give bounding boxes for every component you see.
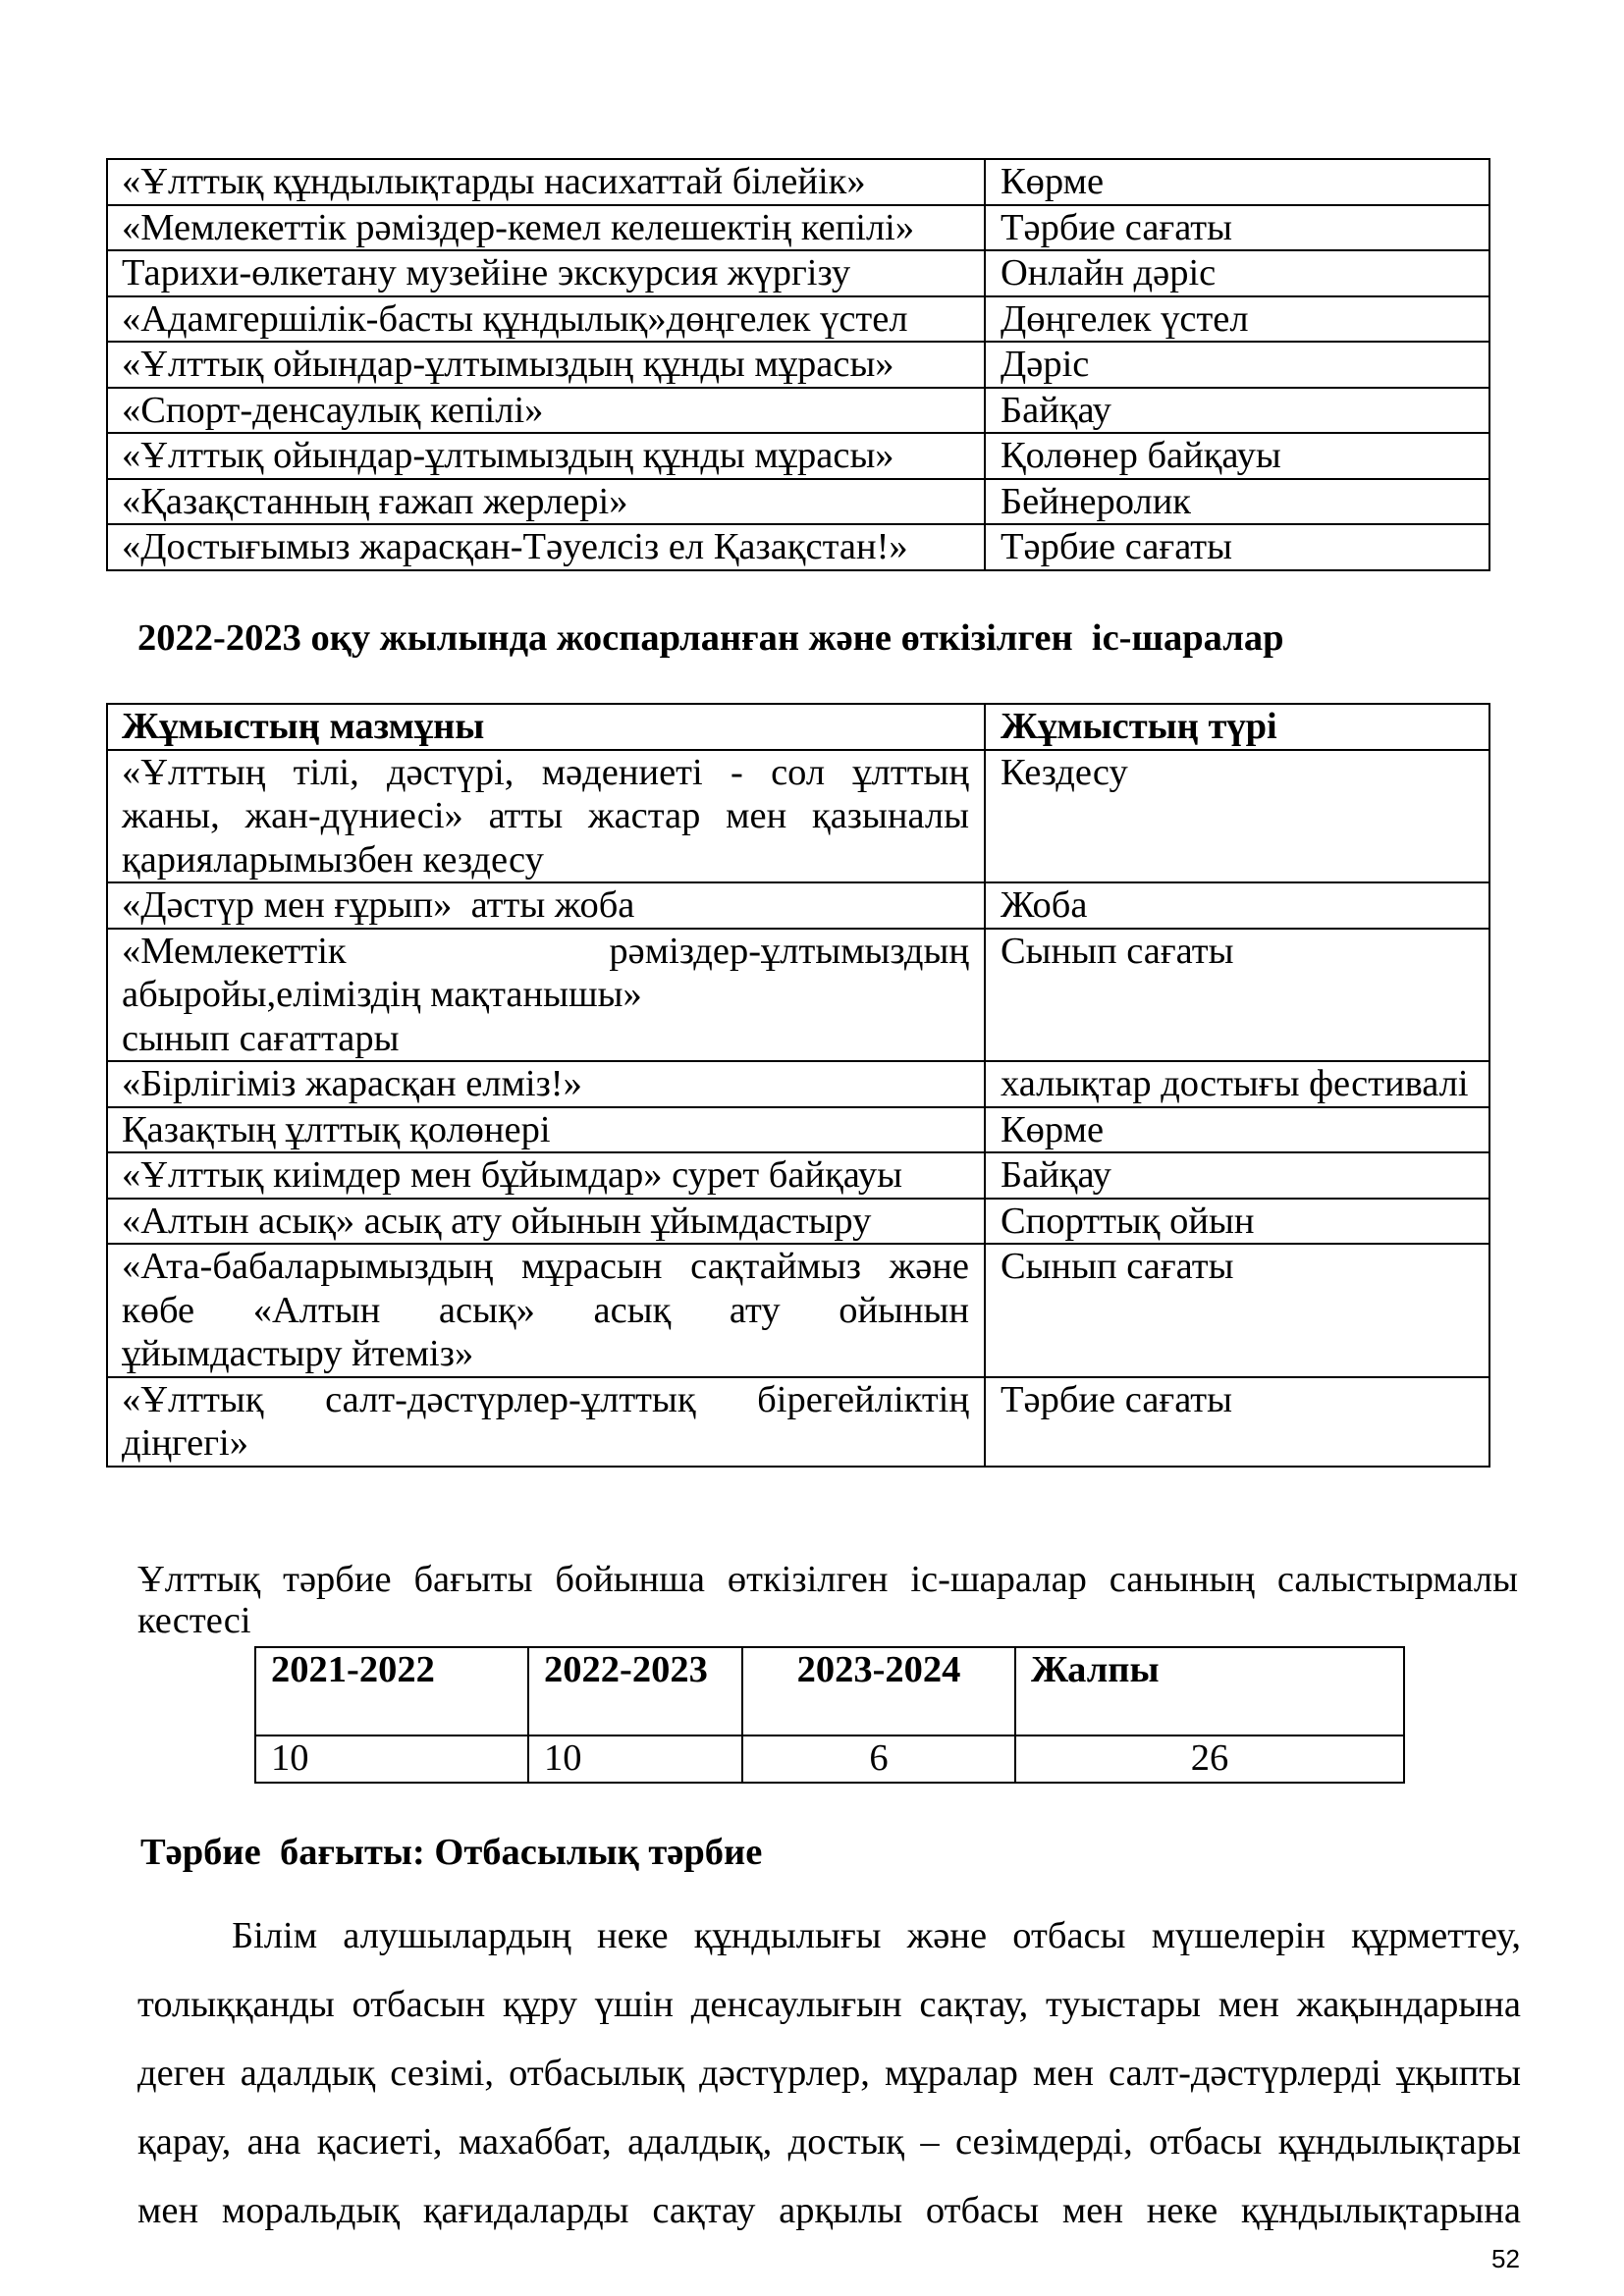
activity-title: Тарихи-өлкетану музейіне экскурсия жүргізу: [122, 252, 851, 294]
activity-title: «Ұлттық ойындар-ұлтымыздың құнды мұрасы»: [122, 344, 894, 385]
table-row: [107, 1152, 1489, 1199]
family-paragraph: [137, 1901, 1521, 2245]
table-row: [107, 1199, 1489, 1245]
table-row: [107, 388, 1489, 434]
type-cell: [985, 1377, 1489, 1467]
type-cell: [985, 1244, 1489, 1377]
column-header-content: [107, 704, 985, 750]
activity-type: Жоба: [1001, 884, 1088, 926]
caption-line: кестесі: [137, 1600, 251, 1641]
type-cell: [985, 1061, 1489, 1107]
section-heading-family: Тәрбие бағыты: Отбасылық тәрбие: [140, 1832, 763, 1873]
caption-line: Ұлттық тәрбие бағыты бойынша өткізілген іс-шаралар санының салыстырмалы: [137, 1559, 1518, 1600]
content-cell: [107, 1061, 985, 1107]
table-row: [107, 296, 1489, 343]
table-row: [107, 250, 1489, 296]
activity-title: «Спорт-денсаулық кепілі»: [122, 389, 544, 431]
table-row: [107, 1244, 1489, 1377]
table-header-row: [107, 704, 1489, 750]
type-cell: [985, 342, 1489, 388]
type-cell: [985, 1107, 1489, 1153]
type-cell: [985, 159, 1489, 205]
content-cell: [107, 1199, 985, 1245]
activity-title: «Қазақстанның ғажап жерлері»: [122, 480, 628, 522]
activity-type: Қолөнер байқауы: [1001, 435, 1281, 476]
type-cell: [985, 433, 1489, 479]
content-cell: [107, 342, 985, 388]
activity-type: Тәрбие сағаты: [1001, 526, 1232, 567]
activity-type: Онлайн дәріс: [1001, 252, 1217, 294]
content-line: «Ұлттық салт-дәстүрлер-ұлттық бірегейліктің: [122, 1378, 969, 1420]
paragraph-line: қарау, ана қасиеті, махаббат, адалдық, достық – сезімдерді, отбасы құндылықтары: [137, 2121, 1521, 2163]
content-cell: [107, 205, 985, 251]
table-row: [107, 342, 1489, 388]
comparison-caption: [137, 1559, 1518, 1641]
content-cell: [107, 1244, 985, 1377]
table-row: [255, 1735, 1404, 1783]
type-cell: [985, 750, 1489, 883]
count-cell: 6: [742, 1735, 1015, 1783]
table-row: [107, 1377, 1489, 1467]
table-header-row: [255, 1647, 1404, 1735]
content-cell: [107, 750, 985, 883]
activity-type: Спорттық ойын: [1001, 1200, 1255, 1242]
activity-type: Көрме: [1001, 1108, 1105, 1150]
table-row: [107, 750, 1489, 883]
content-cell: [107, 1107, 985, 1153]
table-row: [107, 1107, 1489, 1153]
paragraph-line: Білім алушылардың неке құндылығы және отбасы мүшелерін құрметтеу,: [232, 1915, 1521, 1956]
table-row: [107, 205, 1489, 251]
type-cell: [985, 1152, 1489, 1199]
content-cell: [107, 250, 985, 296]
activity-title: «Ұлттық ойындар-ұлтымыздың құнды мұрасы»: [122, 435, 894, 476]
table-row: [107, 433, 1489, 479]
content-line: «Ұлттық киімдер мен бұйымдар» сурет байқауы: [122, 1154, 903, 1196]
activity-type: Тәрбие сағаты: [1001, 1378, 1232, 1420]
type-cell: [985, 524, 1489, 570]
type-cell: [985, 929, 1489, 1062]
type-cell: [985, 250, 1489, 296]
content-line: «Дәстүр мен ғұрып» атты жоба: [122, 884, 635, 926]
content-cell: [107, 296, 985, 343]
activity-type: халықтар достығы фестивалі: [1001, 1063, 1469, 1104]
content-line: «Ұлттың тілі, дәстүрі, мәдениеті - сол ұлттың: [122, 751, 969, 793]
activity-type: Дәріс: [1001, 344, 1090, 385]
paragraph-line: деген адалдық сезімі, отбасылық дәстүрлер, мұралар мен салт-дәстүрлерді ұқыпты: [137, 2053, 1521, 2094]
activity-type: Сынып сағаты: [1001, 1246, 1234, 1287]
activities-table-2022-2023: [106, 703, 1490, 1468]
year-header: 2022-2023: [528, 1647, 742, 1735]
type-cell: [985, 479, 1489, 525]
type-cell: [985, 388, 1489, 434]
year-header: 2021-2022: [255, 1647, 528, 1735]
year-header: 2023-2024: [742, 1647, 1015, 1735]
content-line: діңгегі»: [122, 1422, 248, 1464]
activity-type: Байқау: [1001, 389, 1111, 431]
content-line: қарияларымызбен кездесу: [122, 838, 544, 881]
activity-title: «Мемлекеттік рәміздер-кемел келешектің кепілі»: [122, 206, 915, 248]
content-cell: [107, 433, 985, 479]
content-cell: [107, 388, 985, 434]
activity-title: «Адамгершілік-басты құндылық»дөңгелек үстел: [122, 297, 908, 340]
paragraph-line: толыққанды отбасын құру үшін денсаулығын сақтау, туыстары мен жақындарына: [137, 1984, 1521, 2025]
content-cell: [107, 882, 985, 929]
activity-type: Дөңгелек үстел: [1001, 297, 1249, 340]
type-cell: [985, 296, 1489, 343]
type-cell: [985, 1199, 1489, 1245]
content-line: «Мемлекеттік рәміздер-ұлтымыздың: [122, 930, 969, 972]
activity-title: «Ұлттық құндылықтарды насихаттай білейік»: [122, 161, 866, 202]
content-line: ұйымдастыру йтеміз»: [122, 1333, 474, 1374]
column-header-type: [985, 704, 1489, 750]
header-text: Жұмыстың мазмұны: [122, 706, 485, 747]
activity-type: Байқау: [1001, 1154, 1111, 1196]
type-cell: [985, 205, 1489, 251]
paragraph-line: мен моральдық қағидаларды сақтау арқылы отбасы мен неке құндылықтарына: [137, 2190, 1521, 2231]
table-row: [107, 479, 1489, 525]
content-line: «Ата-бабаларымыздың мұрасын сақтаймыз және: [122, 1246, 969, 1287]
content-cell: [107, 1377, 985, 1467]
table-row: [107, 524, 1489, 570]
content-cell: [107, 159, 985, 205]
header-text: Жұмыстың түрі: [1001, 706, 1277, 747]
content-line: абыройы,еліміздің мақтанышы»: [122, 974, 642, 1015]
content-line: көбе «Алтын асық» асық ату ойынын: [122, 1289, 969, 1331]
activity-type: Бейнеролик: [1001, 480, 1192, 522]
table-row: [107, 882, 1489, 929]
activity-type: Кездесу: [1001, 751, 1128, 793]
content-line: сынып сағаттары: [122, 1017, 400, 1059]
activity-type: Тәрбие сағаты: [1001, 206, 1232, 248]
type-cell: [985, 882, 1489, 929]
content-cell: [107, 929, 985, 1062]
content-cell: [107, 479, 985, 525]
activity-type: Сынып сағаты: [1001, 930, 1234, 972]
content-line: Қазақтың ұлттық қолөнері: [122, 1108, 551, 1150]
total-cell: 26: [1015, 1735, 1404, 1783]
table-row: [107, 1061, 1489, 1107]
activities-table-continued: [106, 158, 1490, 571]
section-heading-2022-2023: 2022-2023 оқу жылында жоспарланған және өткізілген іс-шаралар: [137, 617, 1284, 659]
activity-title: «Достығымыз жарасқан-Тәуелсіз ел Қазақстан!»: [122, 526, 908, 567]
page-number: 52: [1491, 2244, 1520, 2273]
table-row: [107, 929, 1489, 1062]
content-line: «Бірлігіміз жарасқан елміз!»: [122, 1063, 582, 1104]
count-cell: 10: [255, 1735, 528, 1783]
total-header: Жалпы: [1015, 1647, 1404, 1735]
content-cell: [107, 524, 985, 570]
comparison-table: [254, 1646, 1405, 1784]
table-row: [107, 159, 1489, 205]
content-cell: [107, 1152, 985, 1199]
content-line: «Алтын асық» асық ату ойынын ұйымдастыру: [122, 1200, 872, 1242]
activity-type: Көрме: [1001, 161, 1105, 202]
content-line: жаны, жан-дүниесі» атты жастар мен қазыналы: [122, 795, 969, 836]
count-cell: 10: [528, 1735, 742, 1783]
